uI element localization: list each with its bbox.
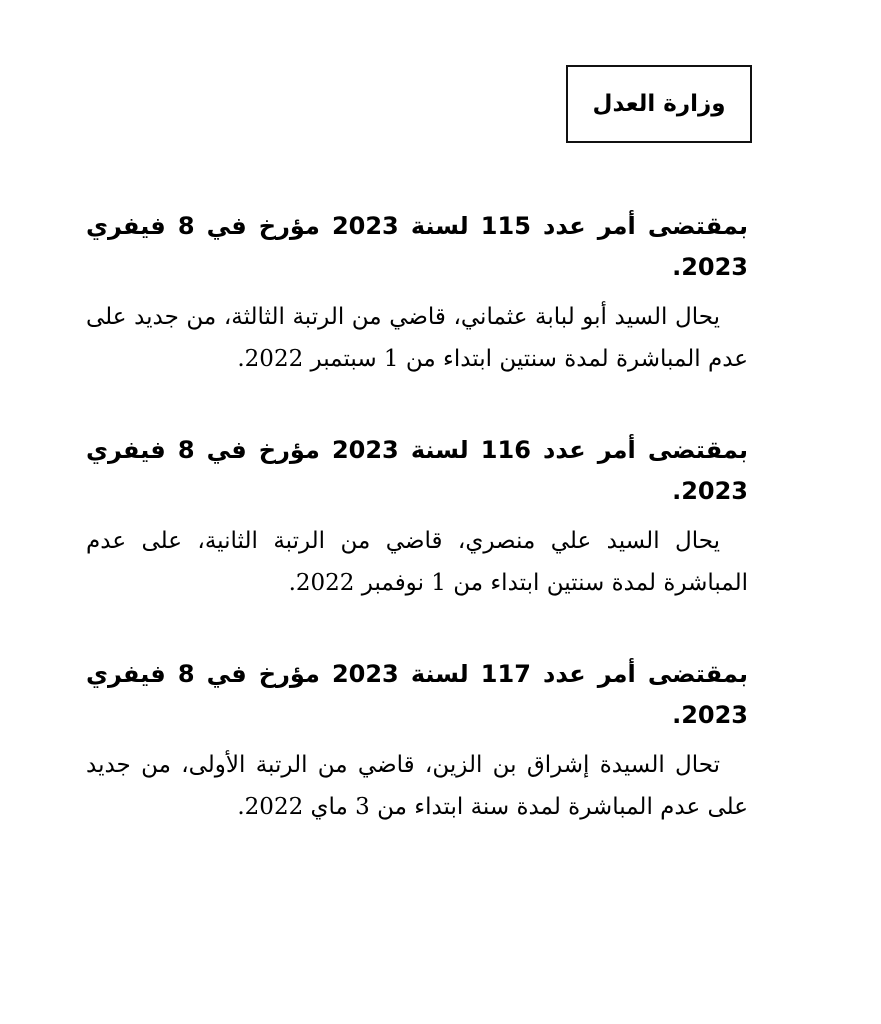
ministry-title: وزارة العدل xyxy=(592,91,726,117)
ministry-title-box xyxy=(566,65,752,143)
decree-body: يحال السيد أبو لبابة عثماني، قاضي من الرتبة الثالثة، من جديد على عدم المباشرة لمدة سنتين ابتداء من 1 سبتمبر 2022. xyxy=(86,304,748,372)
decree-title: بمقتضى أمر عدد 117 لسنة 2023 مؤرخ في 8 فيفري 2023. xyxy=(86,660,748,729)
decrees-list xyxy=(86,206,748,878)
decree-title: بمقتضى أمر عدد 116 لسنة 2023 مؤرخ في 8 فيفري 2023. xyxy=(86,436,748,505)
decree-title: بمقتضى أمر عدد 115 لسنة 2023 مؤرخ في 8 فيفري 2023. xyxy=(86,212,748,281)
decree-body: يحال السيد علي منصري، قاضي من الرتبة الثانية، على عدم المباشرة لمدة سنتين ابتداء من 1 نوفمبر 2022. xyxy=(86,528,748,596)
decree-item xyxy=(86,654,748,828)
decree-body: تحال السيدة إشراق بن الزين، قاضي من الرتبة الأولى، من جديد على عدم المباشرة لمدة سنة ابتداء من 3 ماي 2022. xyxy=(86,752,748,820)
decree-item xyxy=(86,430,748,604)
decree-item xyxy=(86,206,748,380)
